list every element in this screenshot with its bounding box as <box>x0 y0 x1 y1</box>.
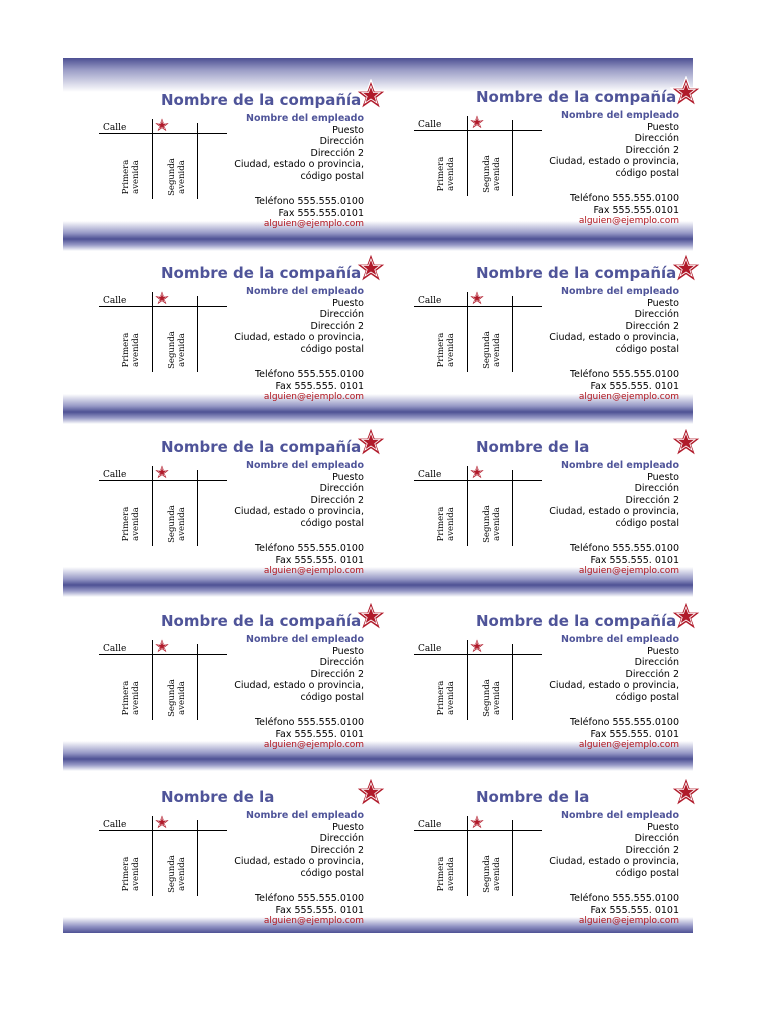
address-line-2: Dirección 2 <box>625 320 679 332</box>
map-avenue-line <box>152 466 153 546</box>
map-street-line <box>414 830 542 831</box>
location-map <box>414 466 544 548</box>
company-name: Nombre de la compañía <box>161 91 361 109</box>
map-street-line <box>99 830 227 831</box>
email-link[interactable]: alguien@ejemplo.com <box>578 216 679 226</box>
email-link[interactable]: alguien@ejemplo.com <box>263 219 364 229</box>
phone-number: Teléfono 555.555.0100 <box>569 543 679 554</box>
city-state-zip: Ciudad, estado o provincia, código postal <box>234 680 364 703</box>
map-avenue-label: Primera avenida <box>121 856 141 892</box>
city-state-zip: Ciudad, estado o provincia, código postal <box>549 680 679 703</box>
map-street-label: Calle <box>103 644 127 654</box>
fax-number: Fax 555.555. 0101 <box>590 904 679 916</box>
business-card <box>378 236 693 407</box>
job-title: Puesto <box>647 121 679 133</box>
address-line-2: Dirección 2 <box>310 147 364 159</box>
map-street-line <box>414 130 542 131</box>
map-avenue-line <box>512 644 513 720</box>
fax-number: Fax 555.555. 0101 <box>590 554 679 566</box>
map-avenue-line <box>512 820 513 896</box>
contact-info <box>529 810 679 928</box>
map-street-line <box>99 306 227 307</box>
map-marker-star-icon <box>469 290 485 306</box>
business-card <box>63 760 378 931</box>
company-name: Nombre de la <box>476 438 590 456</box>
map-avenue-label: Primera avenida <box>121 680 141 716</box>
location-map <box>99 119 229 201</box>
city-state-zip: Ciudad, estado o provincia, código postal <box>549 506 679 529</box>
employee-name: Nombre del empleado <box>246 460 364 471</box>
logo-star-icon <box>670 76 702 108</box>
map-avenue-line <box>197 820 198 896</box>
city-state-zip: Ciudad, estado o provincia, código postal <box>549 856 679 879</box>
address-line-1: Dirección <box>634 657 679 668</box>
address-line-2: Dirección 2 <box>310 844 364 856</box>
map-street-line <box>99 654 227 655</box>
map-street-line <box>99 480 227 481</box>
map-avenue-label: Segunda avenida <box>482 331 502 369</box>
employee-name: Nombre del empleado <box>561 110 679 121</box>
map-street-label: Calle <box>418 120 442 130</box>
address-line-2: Dirección 2 <box>625 494 679 506</box>
email-link[interactable]: alguien@ejemplo.com <box>263 916 364 926</box>
address-line-1: Dirección <box>319 309 364 320</box>
contact-info <box>529 634 679 752</box>
address-line-1: Dirección <box>634 133 679 144</box>
map-avenue-line <box>467 292 468 372</box>
location-map <box>99 816 229 898</box>
map-marker-star-icon <box>154 464 170 480</box>
map-avenue-label: Primera avenida <box>436 856 456 892</box>
contact-info <box>529 110 679 228</box>
contact-info <box>214 286 364 404</box>
employee-name: Nombre del empleado <box>561 810 679 821</box>
map-avenue-line <box>467 816 468 896</box>
phone-number: Teléfono 555.555.0100 <box>254 369 364 380</box>
business-card <box>63 236 378 407</box>
address-line-2: Dirección 2 <box>625 668 679 680</box>
contact-info <box>214 113 364 231</box>
email-link[interactable]: alguien@ejemplo.com <box>263 566 364 576</box>
map-street-label: Calle <box>103 470 127 480</box>
map-avenue-line <box>152 119 153 199</box>
logo-star-icon <box>670 600 702 632</box>
map-street-label: Calle <box>103 820 127 830</box>
fax-number: Fax 555.555. 0101 <box>590 380 679 392</box>
email-link[interactable]: alguien@ejemplo.com <box>263 740 364 750</box>
map-avenue-label: Primera avenida <box>121 332 141 368</box>
job-title: Puesto <box>647 645 679 657</box>
location-map <box>99 640 229 722</box>
address-line-2: Dirección 2 <box>310 320 364 332</box>
contact-info <box>214 810 364 928</box>
employee-name: Nombre del empleado <box>246 810 364 821</box>
address-line-2: Dirección 2 <box>625 144 679 156</box>
company-name: Nombre de la <box>476 788 590 806</box>
fax-number: Fax 555.555. 0101 <box>590 728 679 740</box>
fax-number: Fax 555.555. 0101 <box>275 904 364 916</box>
contact-info <box>214 634 364 752</box>
map-avenue-label: Primera avenida <box>121 159 141 195</box>
map-avenue-line <box>467 640 468 720</box>
map-avenue-line <box>197 470 198 546</box>
phone-number: Teléfono 555.555.0100 <box>254 717 364 728</box>
map-avenue-label: Segunda avenida <box>482 679 502 717</box>
map-avenue-label: Primera avenida <box>121 506 141 542</box>
map-marker-star-icon <box>469 464 485 480</box>
employee-name: Nombre del empleado <box>246 113 364 124</box>
job-title: Puesto <box>332 124 364 136</box>
map-street-line <box>414 480 542 481</box>
map-avenue-line <box>512 470 513 546</box>
map-avenue-label: Primera avenida <box>436 506 456 542</box>
company-name: Nombre de la compañía <box>476 88 676 106</box>
fax-number: Fax 555.555.0101 <box>278 207 364 219</box>
city-state-zip: Ciudad, estado o provincia, código postal <box>234 856 364 879</box>
map-street-label: Calle <box>418 820 442 830</box>
city-state-zip: Ciudad, estado o provincia, código postal <box>549 156 679 179</box>
city-state-zip: Ciudad, estado o provincia, código postal <box>234 159 364 182</box>
map-avenue-label: Segunda avenida <box>482 505 502 543</box>
address-line-1: Dirección <box>319 483 364 494</box>
map-avenue-label: Segunda avenida <box>482 155 502 193</box>
location-map <box>414 116 544 198</box>
map-street-label: Calle <box>103 296 127 306</box>
location-map <box>99 466 229 548</box>
map-street-line <box>414 306 542 307</box>
address-line-1: Dirección <box>634 483 679 494</box>
email-link[interactable]: alguien@ejemplo.com <box>578 740 679 750</box>
company-name: Nombre de la compañía <box>476 264 676 282</box>
location-map <box>99 292 229 374</box>
map-street-label: Calle <box>418 470 442 480</box>
map-avenue-line <box>197 123 198 199</box>
job-title: Puesto <box>332 645 364 657</box>
city-state-zip: Ciudad, estado o provincia, código postal <box>234 506 364 529</box>
address-line-2: Dirección 2 <box>310 668 364 680</box>
map-marker-star-icon <box>154 117 170 133</box>
city-state-zip: Ciudad, estado o provincia, código postal <box>234 332 364 355</box>
contact-info <box>529 286 679 404</box>
address-line-1: Dirección <box>319 136 364 147</box>
employee-name: Nombre del empleado <box>246 286 364 297</box>
address-line-1: Dirección <box>319 657 364 668</box>
phone-number: Teléfono 555.555.0100 <box>569 193 679 204</box>
map-street-label: Calle <box>418 296 442 306</box>
business-card <box>63 410 378 581</box>
map-avenue-line <box>512 296 513 372</box>
job-title: Puesto <box>647 821 679 833</box>
map-avenue-line <box>467 466 468 546</box>
map-avenue-label: Primera avenida <box>436 332 456 368</box>
job-title: Puesto <box>332 297 364 309</box>
phone-number: Teléfono 555.555.0100 <box>569 717 679 728</box>
map-avenue-line <box>197 296 198 372</box>
fax-number: Fax 555.555. 0101 <box>275 380 364 392</box>
map-marker-star-icon <box>469 814 485 830</box>
employee-name: Nombre del empleado <box>561 634 679 645</box>
map-avenue-label: Segunda avenida <box>482 855 502 893</box>
map-avenue-line <box>152 292 153 372</box>
map-street-line <box>99 133 227 134</box>
logo-star-icon <box>670 426 702 458</box>
map-avenue-label: Segunda avenida <box>167 331 187 369</box>
company-name: Nombre de la compañía <box>476 612 676 630</box>
business-card <box>378 60 693 231</box>
map-avenue-line <box>152 640 153 720</box>
map-avenue-label: Primera avenida <box>436 156 456 192</box>
business-card <box>63 63 378 234</box>
map-marker-star-icon <box>469 638 485 654</box>
phone-number: Teléfono 555.555.0100 <box>254 893 364 904</box>
phone-number: Teléfono 555.555.0100 <box>569 369 679 380</box>
contact-info <box>214 460 364 578</box>
address-line-1: Dirección <box>319 833 364 844</box>
email-link[interactable]: alguien@ejemplo.com <box>578 392 679 402</box>
location-map <box>414 292 544 374</box>
address-line-2: Dirección 2 <box>310 494 364 506</box>
map-avenue-label: Segunda avenida <box>167 855 187 893</box>
contact-info <box>529 460 679 578</box>
logo-star-icon <box>670 252 702 284</box>
map-street-label: Calle <box>418 644 442 654</box>
job-title: Puesto <box>647 297 679 309</box>
address-line-1: Dirección <box>634 833 679 844</box>
business-card <box>378 584 693 755</box>
company-name: Nombre de la compañía <box>161 264 361 282</box>
job-title: Puesto <box>332 471 364 483</box>
logo-star-icon <box>670 776 702 808</box>
fax-number: Fax 555.555. 0101 <box>275 554 364 566</box>
location-map <box>414 816 544 898</box>
business-card <box>378 410 693 581</box>
employee-name: Nombre del empleado <box>561 460 679 471</box>
map-marker-star-icon <box>154 638 170 654</box>
location-map <box>414 640 544 722</box>
phone-number: Teléfono 555.555.0100 <box>569 893 679 904</box>
address-line-1: Dirección <box>634 309 679 320</box>
company-name: Nombre de la compañía <box>161 438 361 456</box>
map-avenue-line <box>197 644 198 720</box>
business-card <box>378 760 693 931</box>
address-line-2: Dirección 2 <box>625 844 679 856</box>
map-street-line <box>414 654 542 655</box>
map-marker-star-icon <box>154 290 170 306</box>
fax-number: Fax 555.555.0101 <box>593 204 679 216</box>
phone-number: Teléfono 555.555.0100 <box>254 196 364 207</box>
business-card-sheet <box>63 58 693 933</box>
map-avenue-line <box>467 116 468 196</box>
map-marker-star-icon <box>154 814 170 830</box>
business-card <box>63 584 378 755</box>
map-avenue-label: Segunda avenida <box>167 679 187 717</box>
map-avenue-line <box>512 120 513 196</box>
email-link[interactable]: alguien@ejemplo.com <box>578 566 679 576</box>
map-avenue-label: Segunda avenida <box>167 158 187 196</box>
phone-number: Teléfono 555.555.0100 <box>254 543 364 554</box>
employee-name: Nombre del empleado <box>561 286 679 297</box>
map-avenue-line <box>152 816 153 896</box>
employee-name: Nombre del empleado <box>246 634 364 645</box>
map-street-label: Calle <box>103 123 127 133</box>
map-marker-star-icon <box>469 114 485 130</box>
job-title: Puesto <box>647 471 679 483</box>
job-title: Puesto <box>332 821 364 833</box>
company-name: Nombre de la compañía <box>161 612 361 630</box>
map-avenue-label: Segunda avenida <box>167 505 187 543</box>
company-name: Nombre de la <box>161 788 275 806</box>
city-state-zip: Ciudad, estado o provincia, código postal <box>549 332 679 355</box>
email-link[interactable]: alguien@ejemplo.com <box>578 916 679 926</box>
email-link[interactable]: alguien@ejemplo.com <box>263 392 364 402</box>
map-avenue-label: Primera avenida <box>436 680 456 716</box>
fax-number: Fax 555.555. 0101 <box>275 728 364 740</box>
